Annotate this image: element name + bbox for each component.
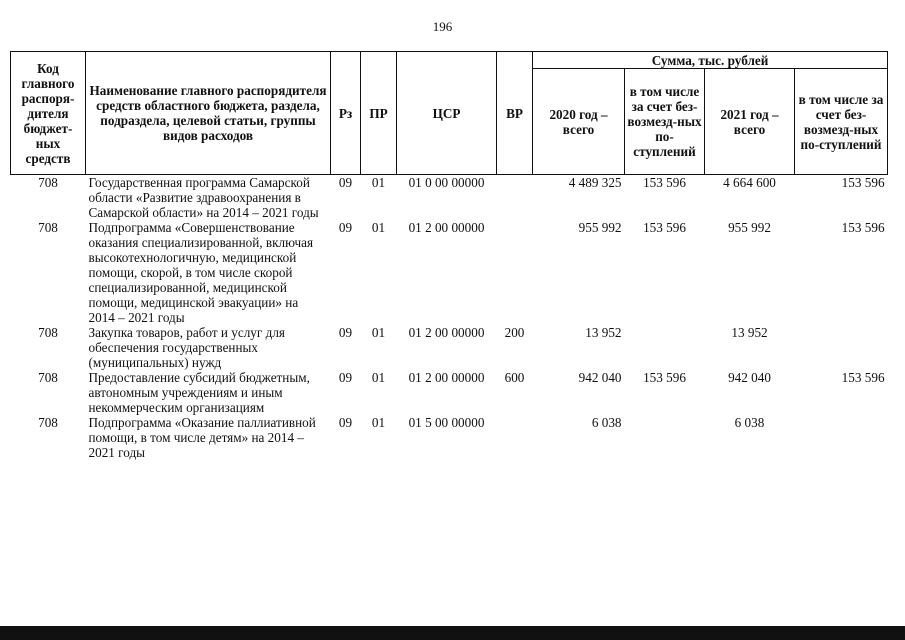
cell-pr: 01 [371,325,386,340]
header-2021-grants: в том числе за счет без-возмезд-ных по-ступлений [795,69,888,175]
cell-csr: 01 2 00 00000 [408,325,485,340]
cell-name: Предоставление субсидий бюджетным, автономным учреждениям и иным некоммерческим организациям [88,370,310,415]
cell-code: 708 [38,220,58,235]
table-row [11,415,888,462]
cell-2021-total: 13 952 [731,325,768,340]
scan-bottom-border [0,626,905,640]
cell-code: 708 [38,415,58,430]
cell-vr [497,220,533,325]
cell-csr: 01 5 00 00000 [408,415,485,430]
header-2020-total: 2020 год – всего [533,69,625,175]
cell-code: 708 [38,370,58,385]
cell-2020-grants [625,325,705,370]
cell-2021-total: 955 992 [728,220,771,235]
cell-name: Подпрограмма «Совершенствование оказания специализированной, включая высокотехнологичную, медицинской помощи, скорой, в том числе скорой специализированной, медицинской помощи, медицинской эвакуации» на 2014 – 2021 годы [88,220,314,325]
header-rz: Рз [331,52,361,175]
cell-2021-grants [795,415,888,462]
header-vr: ВР [497,52,533,175]
page-number: 196 [432,19,453,34]
cell-2020-total: 955 992 [578,220,622,235]
table-row [11,370,888,415]
cell-vr: 600 [504,370,525,385]
cell-rz: 09 [338,175,353,190]
cell-2021-total: 4 664 600 [723,175,776,190]
cell-name: Подпрограмма «Оказание паллиативной помощи, в том числе детям» на 2014 – 2021 годы [88,415,316,460]
cell-rz: 09 [338,370,353,385]
cell-2020-total: 13 952 [585,325,622,340]
cell-code: 708 [38,175,58,190]
cell-rz: 09 [338,325,353,340]
cell-csr: 01 2 00 00000 [408,370,485,385]
header-2021-total: 2021 год – всего [705,69,795,175]
cell-pr: 01 [371,415,386,430]
header-sum: Сумма, тыс. рублей [533,52,888,69]
cell-2020-grants: 153 596 [643,220,686,235]
cell-2020-total: 4 489 325 [568,175,622,190]
cell-2021-grants: 153 596 [841,370,885,385]
cell-2020-grants: 153 596 [643,370,686,385]
header-name: Наименование главного распорядителя средств областного бюджета, раздела, подраздела, целевой статьи, группы видов расходов [86,52,331,175]
cell-vr [497,175,533,221]
header-csr: ЦСР [397,52,497,175]
cell-csr: 01 2 00 00000 [408,220,485,235]
budget-table [10,51,888,462]
cell-rz: 09 [338,220,353,235]
cell-2021-total: 942 040 [728,370,771,385]
cell-name: Государственная программа Самарской области «Развитие здравоохранения в Самарской области» на 2014 – 2021 годы [88,175,319,220]
cell-pr: 01 [371,220,386,235]
cell-2021-grants: 153 596 [841,175,885,190]
header-code: Код главного распоря-дителя бюджет-ных средств [11,52,86,175]
cell-vr [497,415,533,462]
cell-pr: 01 [371,370,386,385]
cell-2021-grants [795,325,888,370]
table-header [11,52,888,175]
cell-2021-grants: 153 596 [841,220,885,235]
table-row [11,325,888,370]
table-row [11,175,888,221]
header-pr: ПР [361,52,397,175]
cell-name: Закупка товаров, работ и услуг для обеспечения государственных (муниципальных) нужд [88,325,285,370]
cell-vr: 200 [504,325,525,340]
cell-pr: 01 [371,175,386,190]
header-2020-grants: в том числе за счет без-возмезд-ных по-ступлений [625,69,705,175]
table-row [11,220,888,325]
cell-csr: 01 0 00 00000 [408,175,485,190]
cell-2020-total: 6 038 [591,415,622,430]
cell-2021-total: 6 038 [734,415,765,430]
cell-code: 708 [38,325,58,340]
cell-2020-grants: 153 596 [643,175,686,190]
cell-2020-total: 942 040 [578,370,622,385]
cell-rz: 09 [338,415,353,430]
cell-2020-grants [625,415,705,462]
